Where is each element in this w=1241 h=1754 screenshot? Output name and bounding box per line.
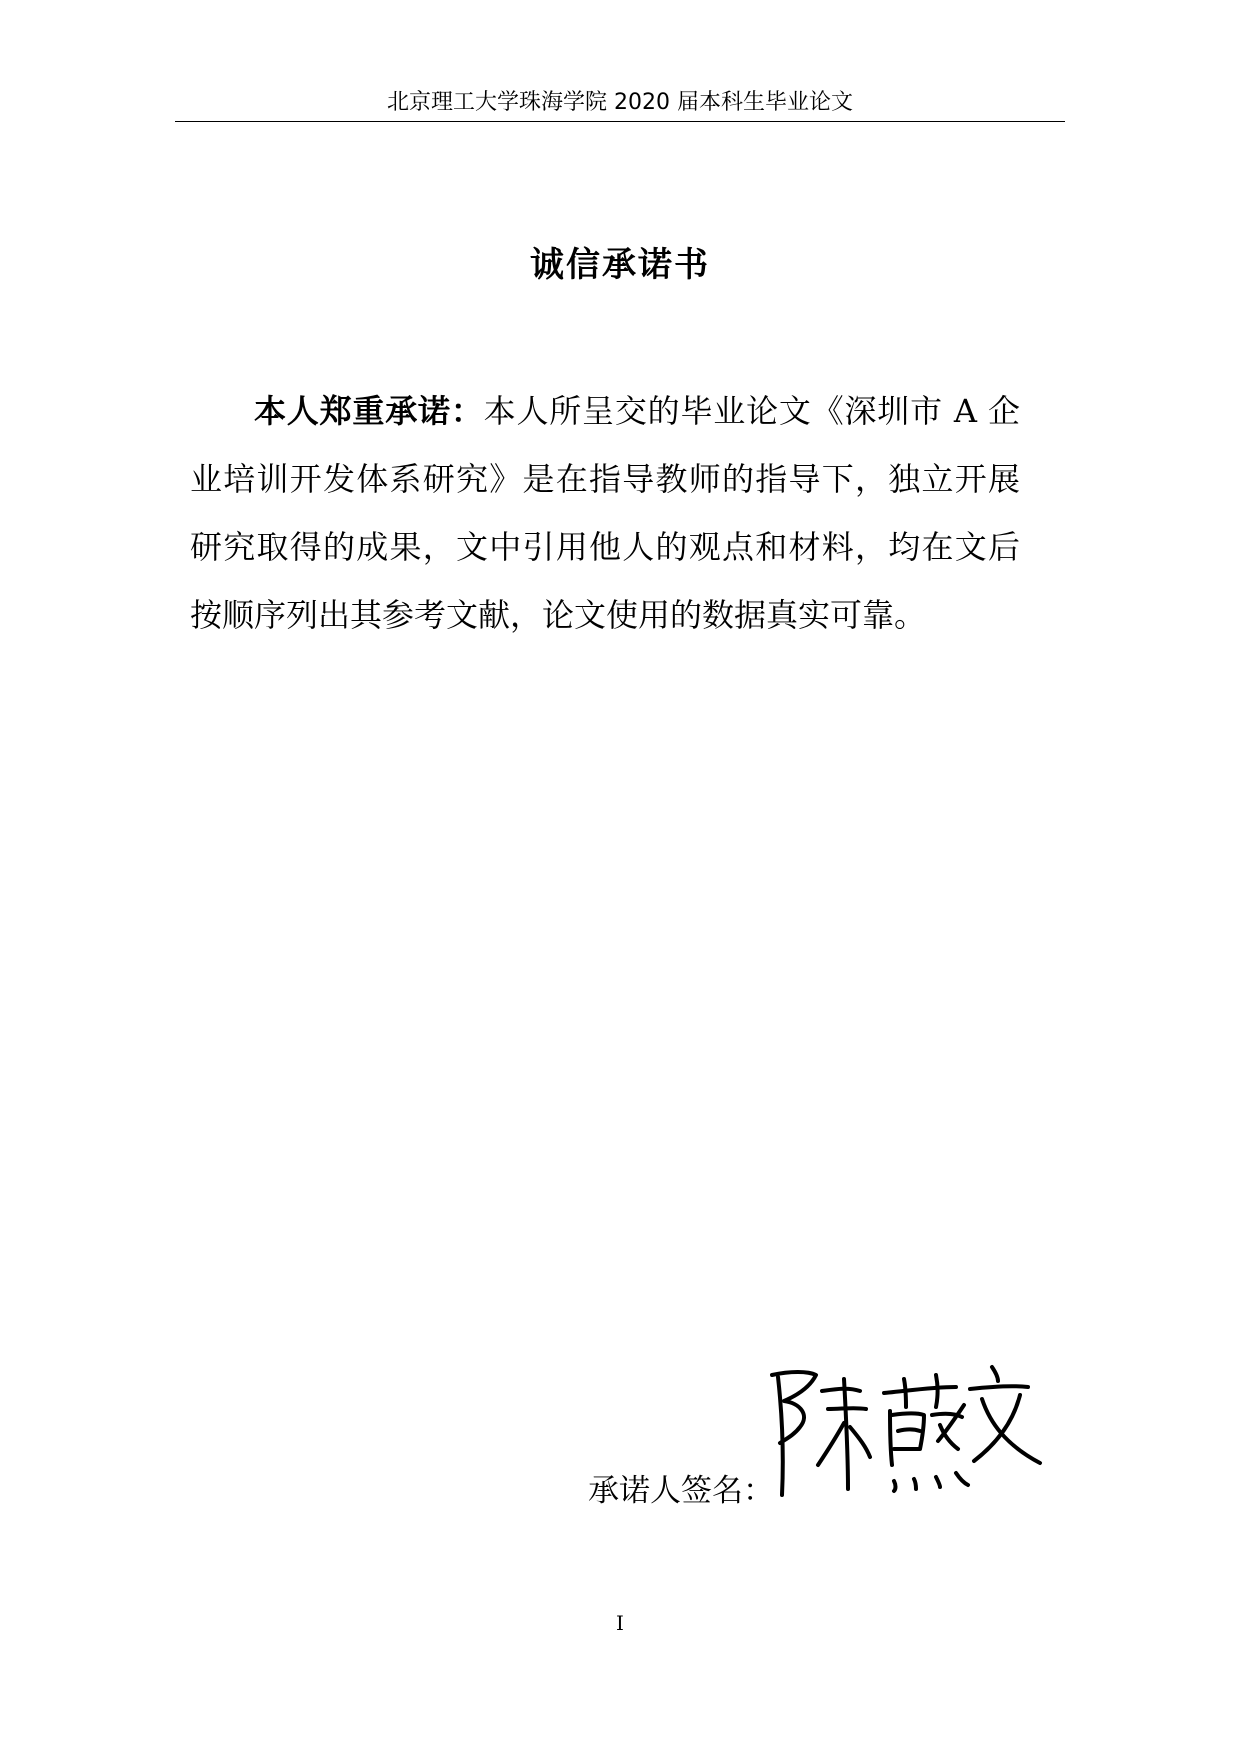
signature-label: 承诺人签名： <box>588 1473 774 1509</box>
page-number: I <box>616 1611 624 1635</box>
running-header: 北京理工大学珠海学院 2020 届本科生毕业论文 <box>387 90 853 115</box>
signature-block <box>588 1357 1048 1517</box>
header-rule <box>175 121 1065 122</box>
pledge-lead: 本人郑重承诺： <box>254 392 484 430</box>
pledge-paragraph <box>190 377 1020 649</box>
handwritten-signature <box>756 1357 1046 1507</box>
pledge-body: 本人所呈交的毕业论文《深圳市 A 企业培训开发体系研究》是在指导教师的指导下，独立开展研究取得的成果，文中引用他人的观点和材料，均在文后按顺序列出其参考文献，论文使用的数据真实可靠。 <box>190 392 1020 634</box>
document-title: 诚信承诺书 <box>530 245 710 285</box>
